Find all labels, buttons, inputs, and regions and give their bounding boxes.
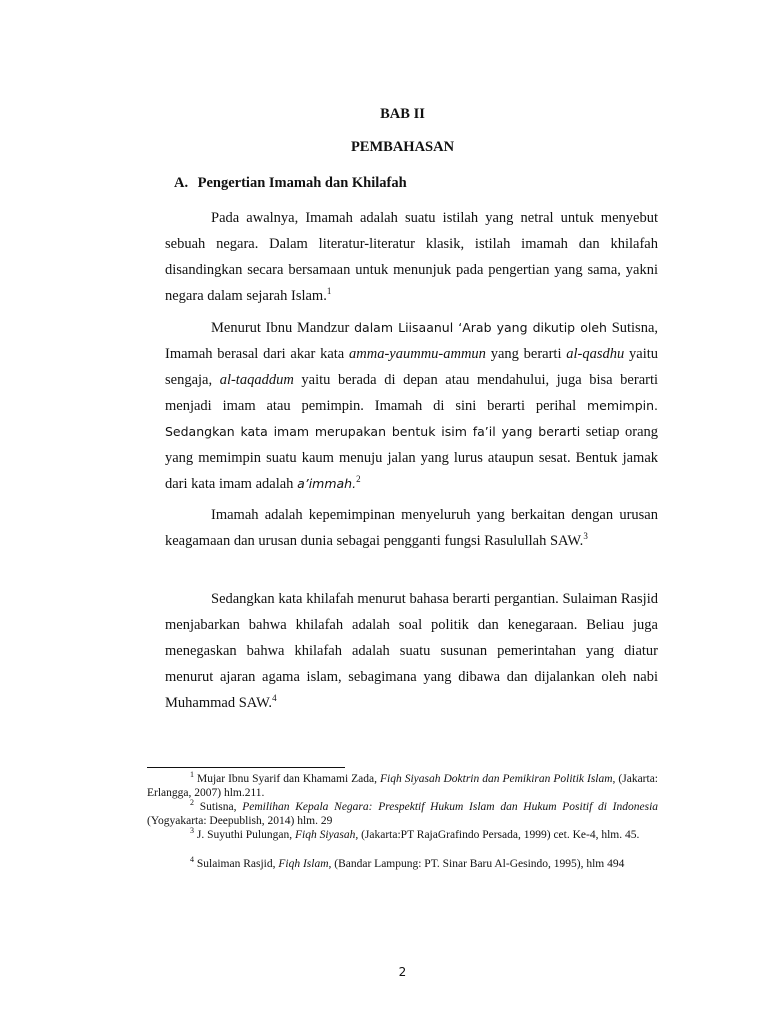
paragraph-2-text-a: Menurut Ibnu Mandzur — [211, 320, 350, 336]
arabic-term-root: amma-yaummu-ammun — [349, 346, 486, 362]
footnote-2-author: Sutisna, — [199, 801, 237, 813]
footnote-ref-3[interactable]: 3 — [583, 531, 588, 542]
footnote-ref-1[interactable]: 1 — [326, 286, 332, 297]
footnote-3-number: 3 — [190, 826, 194, 836]
paragraph-3-text: Imamah adalah kepemimpinan menyeluruh yang berkaitan dengan urusan keagamaan dan urusan dunia sebagai pengganti fungsi Rasulullah SAW. — [165, 507, 658, 549]
footnote-2-publication: (Yogyakarta: Deepublish, 2014) hlm. 29 — [147, 815, 333, 828]
paragraph-2-text-c: Sutisna, Imamah berasal dari akar kata — [165, 320, 659, 362]
arabic-term-taqaddum: al-taqaddum — [219, 372, 294, 388]
paragraph-4-text: Sedangkan kata khilafah menurut bahasa berarti pergantian. Sulaiman Rasjid menjabarkan bahwa khilafah adalah soal politik dan kenegaraan. Beliau juga menegaskan bahwa khilafah adalah suatu susunan pemerintahan yang diatur menurut ajaran agama islam, sebagimana yang dibawa dan dijalankan oleh nabi Muhammad SAW. — [165, 591, 658, 711]
paragraph-2-text-j: memimpin. Sedangkan kata imam merupakan bentuk isim fa’il yang berarti — [165, 398, 658, 439]
footnote-ref-2[interactable]: 2 — [356, 474, 361, 485]
footnote-4 — [147, 857, 658, 871]
arabic-term-qasdhu: al-qasdhu — [566, 346, 625, 362]
footnote-2-number: 2 — [190, 798, 194, 808]
page-number: 2 — [398, 965, 407, 979]
paragraph-2-text-k: setiap orang yang memimpin suatu kaum menuju jalan yang lurus ataupun sesat. Bentuk jamak dari kata imam adalah — [165, 424, 658, 492]
footnote-4-publication: (Bandar Lampung: PT. Sinar Baru Al-Gesindo, 1995), hlm 494 — [334, 858, 625, 870]
footnote-4-author: Sulaiman Rasjid, — [196, 858, 276, 870]
paragraph-2-text-b: dalam Liisaanul ‘Arab yang dikutip oleh — [354, 320, 607, 335]
footnote-3 — [147, 828, 658, 842]
footnote-2 — [147, 800, 658, 829]
footnote-1-number: 1 — [190, 770, 194, 780]
footnote-ref-4[interactable]: 4 — [272, 693, 277, 704]
section-heading — [174, 175, 407, 192]
paragraph-4 — [165, 586, 658, 716]
paragraph-3 — [165, 502, 658, 554]
footnote-4-title: Fiqh Islam, — [278, 858, 332, 870]
paragraph-1-text: Pada awalnya, Imamah adalah suatu istilah yang netral untuk menyebut sebuah negara. Dalam literatur-literatur klasik, istilah imamah dan khilafah disandingkan secara bersamaan untuk menunjuk pada pengertian yang sama, yakni negara dalam sejarah Islam. — [165, 210, 658, 304]
footnote-3-title: Fiqh Siyasah, — [294, 829, 359, 841]
paragraph-2 — [165, 315, 658, 497]
footnote-4-number: 4 — [190, 855, 194, 865]
footnote-1-publication: , (Jakarta: Erlangga, 2007) hlm.211. — [147, 773, 658, 800]
footnote-1 — [147, 772, 658, 801]
chapter-heading: BAB II — [380, 106, 425, 122]
arabic-term-aimmah: a’immah. — [297, 476, 357, 491]
footnote-3-author: J. Suyuthi Pulungan, — [196, 829, 293, 841]
section-title: Pengertian Imamah dan Khilafah — [197, 175, 407, 191]
paragraph-2-text-i: yaitu berada di depan atau mendahului, juga bisa berarti menjadi imam atau pemimpin. Imamah di sini berarti perihal — [165, 372, 659, 414]
section-number: A. — [174, 175, 189, 191]
footnote-2-title: Pemilihan Kepala Negara: Prespektif Hukum Islam dan Hukum Positif di Indonesia — [242, 801, 659, 813]
footnote-1-author: Mujar Ibnu Syarif dan Khamami Zada, — [196, 773, 378, 785]
paragraph-2-text-e: yang berarti — [490, 346, 562, 362]
footnote-1-title: Fiqh Siyasah Doktrin dan Pemikiran Politik Islam — [380, 773, 613, 785]
footnote-separator — [147, 767, 345, 768]
paragraph-1 — [165, 205, 658, 309]
paragraph-2-text-g: yaitu sengaja, — [165, 346, 659, 388]
chapter-title: PEMBAHASAN — [350, 139, 455, 155]
footnote-3-publication: (Jakarta:PT RajaGrafindo Persada, 1999) cet. Ke-4, hlm. 45. — [361, 829, 640, 841]
